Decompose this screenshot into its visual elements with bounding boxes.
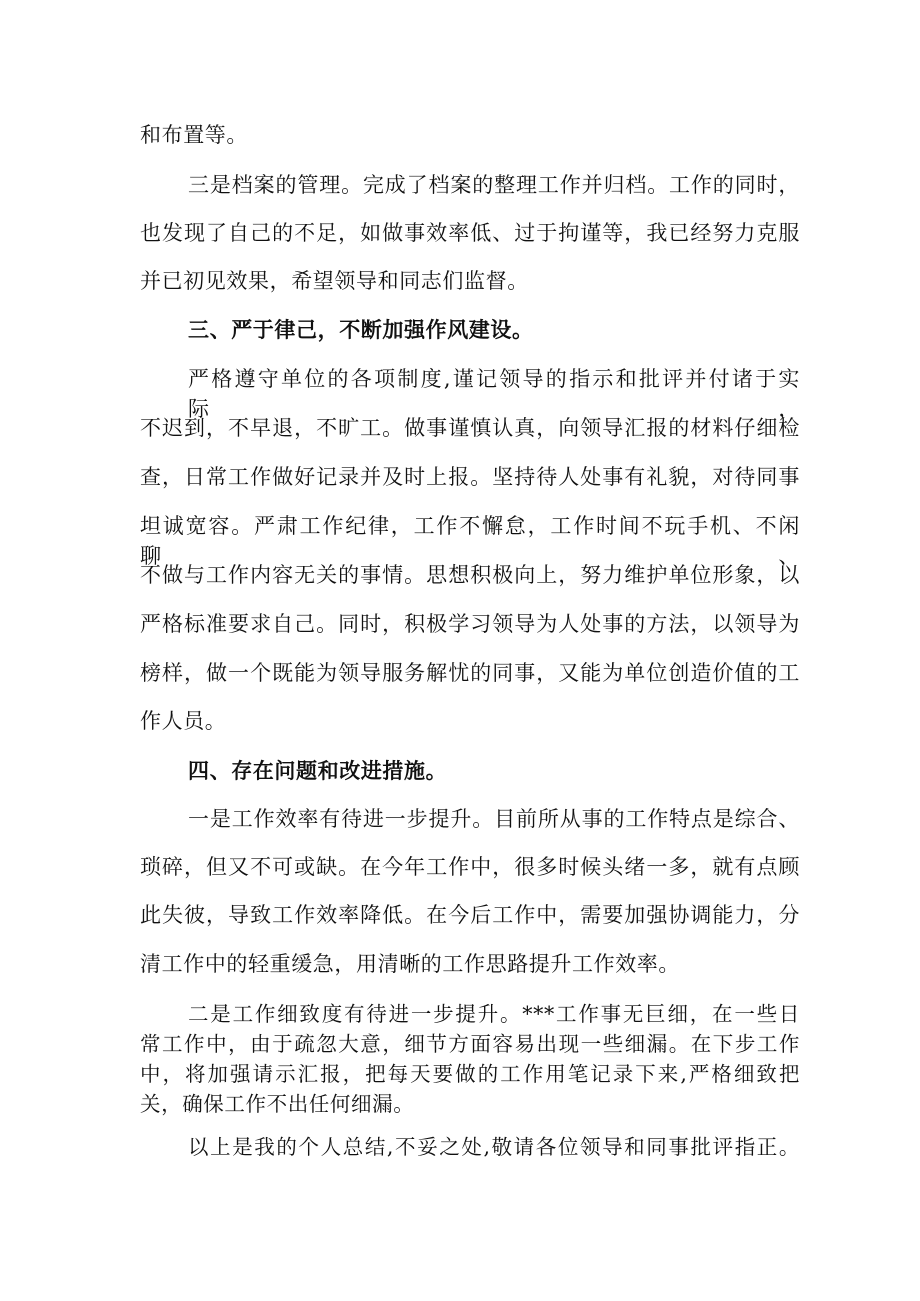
section-heading: 四、存在问题和改进措施。 bbox=[188, 758, 448, 783]
closing-line: 以上是我的个人总结,不妥之处,敬请各位领导和同事批评指正。 bbox=[188, 1135, 800, 1159]
paragraph-line: 严格标准要求自己。同时，积极学习领导为人处事的方法，以领导为 bbox=[140, 612, 800, 636]
paragraph-line: 榜样，做一个既能为领导服务解忧的同事，又能为单位创造价值的工 bbox=[140, 661, 800, 685]
paragraph-line: 常工作中，由于疏忽大意，细节方面容易出现一些细漏。在下步工作 bbox=[140, 1032, 800, 1056]
paragraph-line: 和布置等。 bbox=[140, 123, 248, 147]
paragraph-line: 琐碎，但又不可或缺。在今年工作中，很多时候头绪一多，就有点顾 bbox=[140, 855, 800, 879]
paragraph-line: 也发现了自己的不足，如做事效率低、过于拘谨等，我已经努力克服 bbox=[140, 221, 800, 245]
paragraph-line: 关，确保工作不出任何细漏。 bbox=[140, 1092, 415, 1116]
paragraph-line: 并已初见效果，希望领导和同志们监督。 bbox=[140, 269, 529, 293]
paragraph-line: 查，日常工作做好记录并及时上报。坚持待人处事有礼貌，对待同事 bbox=[140, 465, 800, 489]
paragraph-line: 一是工作效率有待进一步提升。目前所从事的工作特点是综合、 bbox=[188, 807, 800, 831]
paragraph-line: 作人员。 bbox=[140, 709, 227, 733]
paragraph-line: 坦诚宽容。严肃工作纪律，工作不懈怠，工作时间不玩手机、不闲聊、 bbox=[140, 514, 800, 568]
paragraph-line: 严格遵守单位的各项制度,谨记领导的指示和批评并付诸于实际， bbox=[188, 367, 800, 421]
paragraph-line: 此失彼，导致工作效率降低。在今后工作中，需要加强协调能力，分 bbox=[140, 903, 800, 927]
paragraph-line: 清工作中的轻重缓急，用清晰的工作思路提升工作效率。 bbox=[140, 952, 680, 976]
paragraph-line: 中，将加强请示汇报，把每天要做的工作用笔记录下来,严格细致把 bbox=[140, 1062, 800, 1086]
paragraph-line: 不做与工作内容无关的事情。思想积极向上，努力维护单位形象，以 bbox=[140, 563, 800, 587]
section-heading: 三、严于律己，不断加强作风建设。 bbox=[188, 317, 534, 342]
paragraph-line: 三是档案的管理。完成了档案的整理工作并归档。工作的同时， bbox=[188, 173, 800, 197]
paragraph-line: 不迟到，不早退，不旷工。做事谨慎认真，向领导汇报的材料仔细检 bbox=[140, 416, 800, 440]
paragraph-line: 二是工作细致度有待进一步提升。***工作事无巨细，在一些日 bbox=[188, 1002, 800, 1026]
